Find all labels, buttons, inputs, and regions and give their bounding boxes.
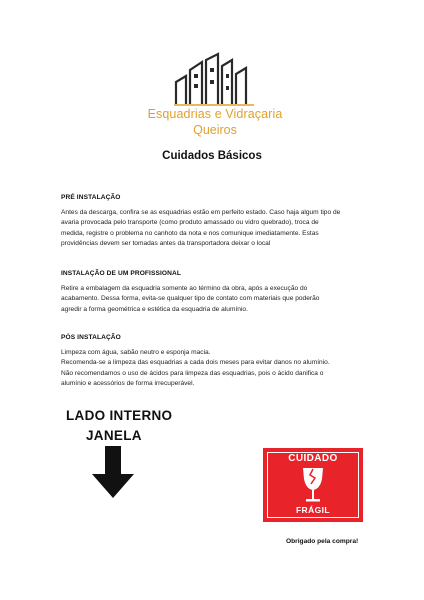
section-body [61, 208, 366, 250]
text-line: providências devem ser tomadas antes da transportadora deixar o local [61, 240, 271, 248]
buildings-logo-icon [174, 52, 256, 106]
company-logo [140, 52, 290, 144]
text-line: Limpeza com água, sabão neutro e esponja macia. [61, 349, 211, 356]
text-line: avaria provocada pelo transporte (como produto amassado ou vidro quebrado), troca de [61, 219, 319, 227]
text-line: acabamento. Dessa forma, evita-se qualquer tipo de contato com materiais que poderão [61, 295, 320, 303]
text-line: Recomenda-se a limpeza das esquadrias a cada dois meses para evitar danos no alumínio. [61, 359, 330, 367]
fragile-label-top: CUIDADO [288, 453, 338, 464]
thank-you-note: Obrigado pela compra! [286, 538, 359, 545]
section-pre-instalacao [61, 194, 366, 250]
text-line: Não recomendamos o uso de ácidos para limpeza das esquadrias, pois o ácido danifica o [61, 369, 324, 377]
text-line: Antes da descarga, confira se as esquadrias estão em perfeito estado. Caso haja algum tipo de [61, 209, 341, 216]
text-line: medida, registre o problema no canhoto da nota e nos comunique imediatamente. Estas [61, 229, 319, 237]
side-label-line2: JANELA [86, 428, 142, 443]
text-line: alumínio e acessórios de forma irrecuperável. [61, 380, 195, 388]
section-heading: PÓS INSTALAÇÃO [61, 334, 121, 341]
section-instalacao-profissional [61, 270, 366, 315]
arrow-down-icon [92, 446, 134, 498]
text-line: Retire a embalagem da esquadria somente ao término da obra, após a execução do [61, 285, 308, 292]
text-line: agredir a forma geométrica e estética da esquadria de alumínio. [61, 305, 248, 313]
fragile-label-bottom: FRÁGIL [295, 505, 331, 515]
section-body [61, 348, 366, 390]
section-heading: PRÉ INSTALAÇÃO [61, 194, 121, 201]
page-title: Cuidados Básicos [162, 150, 262, 162]
fragile-label [263, 448, 363, 522]
logo-brand-line2: Queiros [193, 123, 237, 137]
section-body [61, 284, 366, 315]
section-heading: INSTALAÇÃO DE UM PROFISSIONAL [61, 270, 181, 277]
section-pos-instalacao [61, 334, 366, 390]
logo-brand-line1: Esquadrias e Vidraçaria [147, 107, 283, 121]
side-label-line1: LADO INTERNO [66, 408, 173, 423]
broken-glass-icon [301, 467, 325, 505]
